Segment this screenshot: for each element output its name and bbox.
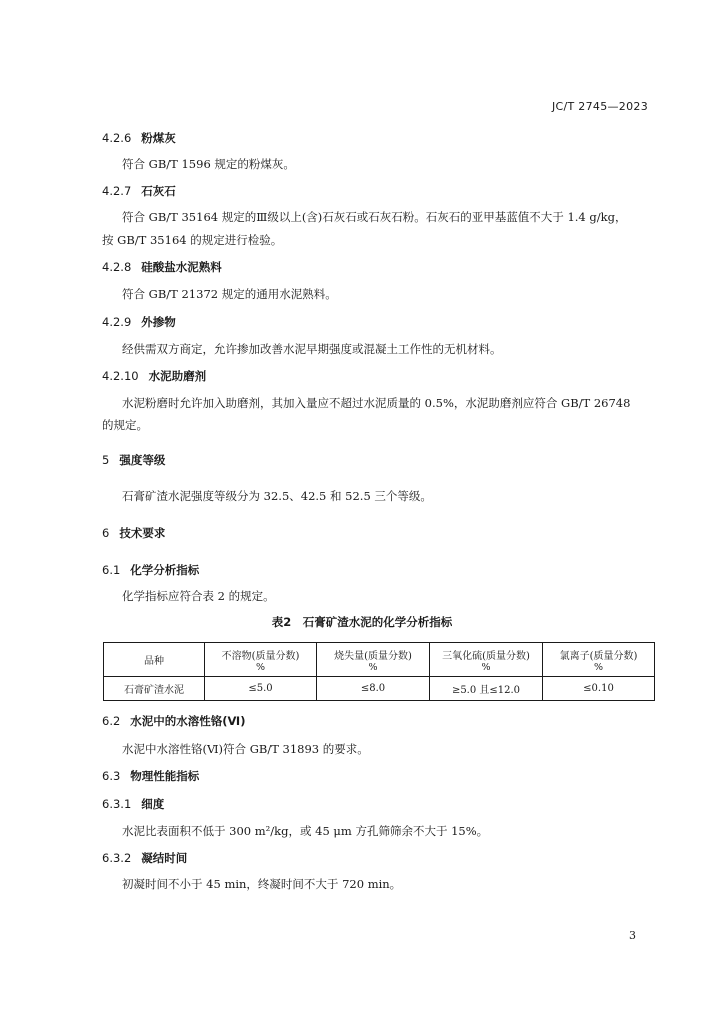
column-header: 氯离子(质量分数) % [543, 643, 655, 677]
section-title: 硅酸盐水泥熟料 [141, 260, 222, 274]
section-title: 凝结时间 [141, 851, 188, 865]
section-heading-6-3-1 [102, 796, 164, 812]
table-cell: ≤5.0 [205, 677, 317, 701]
paragraph: 经供需双方商定，允许掺加改善水泥早期强度或混凝土工作性的无机材料。 [122, 342, 502, 356]
section-title: 粉煤灰 [141, 131, 176, 145]
section-heading-4-2-7 [102, 183, 176, 199]
section-heading-6-3-2 [102, 850, 187, 866]
paragraph: 符合 GB/T 1596 规定的粉煤灰。 [122, 157, 295, 171]
unit-label: % [255, 661, 266, 673]
table-header-row [104, 643, 655, 677]
section-title: 细度 [141, 797, 165, 811]
section-number: 6.3.2 [102, 851, 132, 865]
section-heading-4-2-9 [102, 314, 176, 330]
column-header: 不溶物(质量分数) % [205, 643, 317, 677]
section-number: 6.1 [102, 563, 121, 577]
paragraph: 初凝时间不小于 45 min，终凝时间不大于 720 min。 [122, 877, 402, 891]
section-number: 4.2.9 [102, 315, 132, 329]
section-number: 6.2 [102, 714, 121, 728]
paragraph: 水泥比表面积不低于 300 m²/kg，或 45 μm 方孔筛筛余不大于 15%。 [122, 824, 489, 838]
section-title: 强度等级 [119, 453, 166, 467]
section-title: 物理性能指标 [130, 769, 200, 783]
paragraph: 石膏矿渣水泥强度等级分为 32.5、42.5 和 52.5 三个等级。 [122, 489, 432, 503]
section-number: 4.2.7 [102, 184, 132, 198]
paragraph: 符合 GB/T 35164 规定的Ⅲ级以上(含)石灰石或石灰石粉。石灰石的亚甲基蓝值不大于 1.4 g/kg， [122, 210, 627, 224]
table-cell: ≤0.10 [543, 677, 655, 701]
section-title: 技术要求 [119, 526, 166, 540]
section-title: 外掺物 [141, 315, 176, 329]
section-number: 5 [102, 453, 110, 467]
section-heading-6-1 [102, 562, 199, 578]
section-number: 6 [102, 526, 110, 540]
section-number: 6.3.1 [102, 797, 132, 811]
column-header: 三氧化硫(质量分数) % [430, 643, 543, 677]
section-number: 6.3 [102, 769, 121, 783]
unit-label: % [593, 661, 604, 673]
table-caption: 表2 石膏矿渣水泥的化学分析指标 [271, 615, 453, 629]
paragraph: 符合 GB/T 21372 规定的通用水泥熟料。 [122, 287, 337, 301]
paragraph-continuation: 的规定。 [102, 418, 148, 432]
section-heading-4-2-10 [102, 368, 206, 384]
section-heading-4-2-6 [102, 130, 176, 146]
paragraph: 水泥中水溶性铬(Ⅵ)符合 GB/T 31893 的要求。 [122, 742, 369, 756]
section-title: 水泥中的水溶性铬(Ⅵ) [130, 714, 246, 728]
section-heading-6-3 [102, 768, 199, 784]
section-heading-6 [102, 525, 165, 541]
section-number: 4.2.6 [102, 131, 132, 145]
section-heading-5 [102, 452, 165, 468]
unit-label: % [481, 661, 491, 673]
column-header: 品种 [104, 643, 205, 677]
unit-label: % [368, 661, 378, 673]
chemical-index-table [103, 642, 655, 701]
paragraph-continuation: 按 GB/T 35164 的规定进行检验。 [102, 233, 283, 247]
page-number: 3 [629, 929, 636, 942]
table-row [104, 677, 655, 701]
section-heading-6-2 [102, 713, 245, 729]
section-heading-4-2-8 [102, 259, 222, 275]
section-title: 化学分析指标 [130, 563, 200, 577]
section-title: 水泥助磨剂 [148, 369, 207, 383]
standard-code: JC/T 2745—2023 [551, 100, 648, 113]
paragraph: 水泥粉磨时允许加入助磨剂，其加入量应不超过水泥质量的 0.5%，水泥助磨剂应符合 GB/T 26748 [122, 396, 631, 410]
paragraph: 化学指标应符合表 2 的规定。 [122, 589, 275, 603]
column-header: 烧失量(质量分数) % [317, 643, 430, 677]
section-number: 4.2.10 [102, 369, 139, 383]
table-cell: 石膏矿渣水泥 [104, 677, 205, 701]
section-title: 石灰石 [141, 184, 176, 198]
table-cell: ≥5.0 且≤12.0 [430, 677, 543, 701]
section-number: 4.2.8 [102, 260, 132, 274]
table-cell: ≤8.0 [317, 677, 430, 701]
